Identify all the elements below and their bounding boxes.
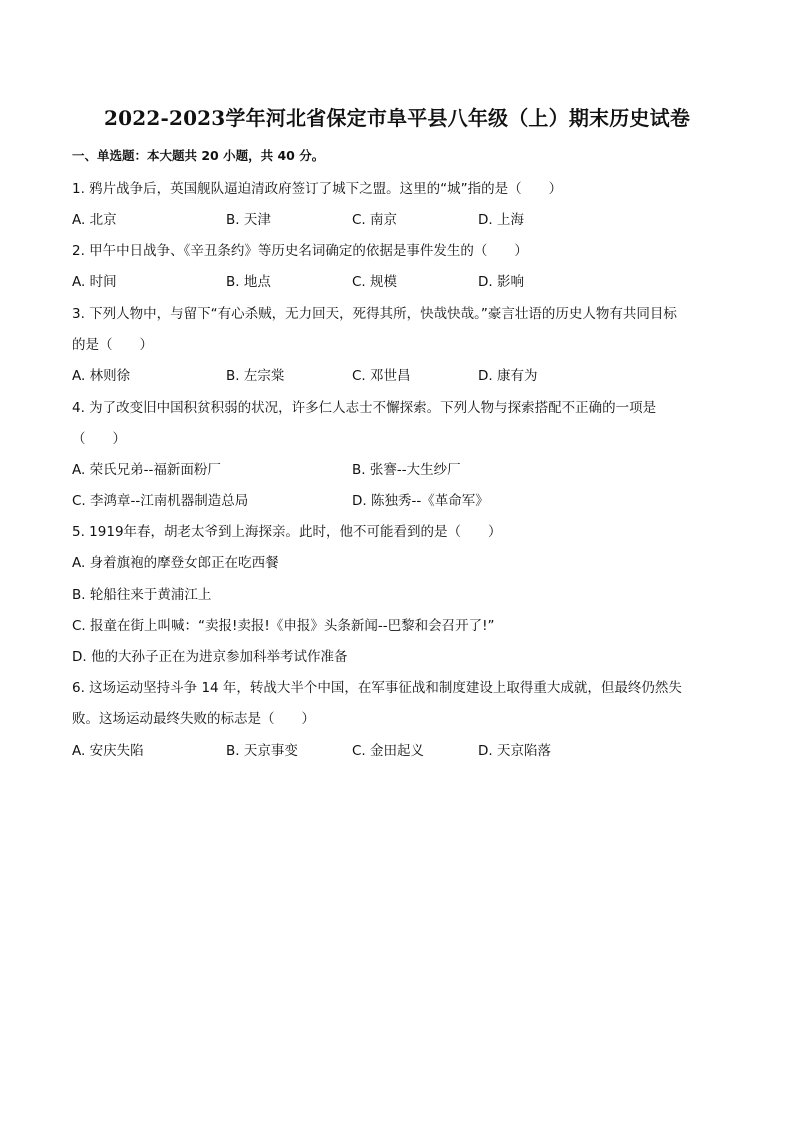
question-3-text-line-2: 的是（ ） xyxy=(72,337,153,353)
question-5-text: 5. 1919年春，胡老太爷到上海探亲。此时，他不可能看到的是（ ） xyxy=(72,524,502,540)
q2-option-c: C. 规模 xyxy=(352,274,398,290)
q3-option-b: B. 左宗棠 xyxy=(226,368,285,384)
q4-option-b: B. 张謇--大生纱厂 xyxy=(352,462,461,478)
question-2-text: 2. 甲午中日战争、《辛丑条约》等历史名词确定的依据是事件发生的（ ） xyxy=(72,243,528,259)
q4-option-c: C. 李鸿章--江南机器制造总局 xyxy=(72,493,249,509)
question-4-text-line-2: （ ） xyxy=(72,431,126,447)
q5-option-d: D. 他的大孙子正在为进京参加科举考试作准备 xyxy=(72,649,348,665)
question-3-text-line-1: 3. 下列人物中，与留下“有心杀贼，无力回天，死得其所，快哉快哉。”豪言壮语的历史人物有共同目标 xyxy=(72,306,677,322)
q2-option-a: A. 时间 xyxy=(72,274,117,290)
q1-option-c: C. 南京 xyxy=(352,212,398,228)
question-1-text: 1. 鸦片战争后，英国舰队逼迫清政府签订了城下之盟。这里的“城”指的是（ ） xyxy=(72,181,563,197)
q2-option-b: B. 地点 xyxy=(226,274,271,290)
q5-option-b: B. 轮船往来于黄浦江上 xyxy=(72,587,212,603)
q4-option-a: A. 荣氏兄弟--福新面粉厂 xyxy=(72,462,221,478)
q1-option-d: D. 上海 xyxy=(478,212,524,228)
q3-option-c: C. 邓世昌 xyxy=(352,368,411,384)
q1-option-b: B. 天津 xyxy=(226,212,271,228)
question-6-text-line-1: 6. 这场运动坚持斗争 14 年，转战大半个中国，在军事征战和制度建设上取得重大成就，但最终仍然失 xyxy=(72,680,682,696)
q5-option-c: C. 报童在街上叫喊：“卖报!卖报!《申报》头条新闻--巴黎和会召开了!” xyxy=(72,618,495,634)
q6-option-c: C. 金田起义 xyxy=(352,743,425,759)
q4-option-d: D. 陈独秀--《革命军》 xyxy=(352,493,489,509)
question-4-text-line-1: 4. 为了改变旧中国积贫积弱的状况，许多仁人志士不懈探索。下列人物与探索搭配不正确的一项是 xyxy=(72,400,657,416)
q1-option-a: A. 北京 xyxy=(72,212,117,228)
section-heading: 一、单选题：本大题共 20 小题，共 40 分。 xyxy=(72,148,325,163)
q6-option-d: D. 天京陷落 xyxy=(478,743,551,759)
page-title: 2022-2023学年河北省保定市阜平县八年级（上）期末历史试卷 xyxy=(103,106,691,130)
q3-option-a: A. 林则徐 xyxy=(72,368,131,384)
q6-option-a: A. 安庆失陷 xyxy=(72,743,144,759)
q2-option-d: D. 影响 xyxy=(478,274,524,290)
q6-option-b: B. 天京事变 xyxy=(226,743,298,759)
q3-option-d: D. 康有为 xyxy=(478,368,538,384)
q5-option-a: A. 身着旗袍的摩登女郎正在吃西餐 xyxy=(72,555,279,571)
question-6-text-line-2: 败。这场运动最终失败的标志是（ ） xyxy=(72,711,315,727)
